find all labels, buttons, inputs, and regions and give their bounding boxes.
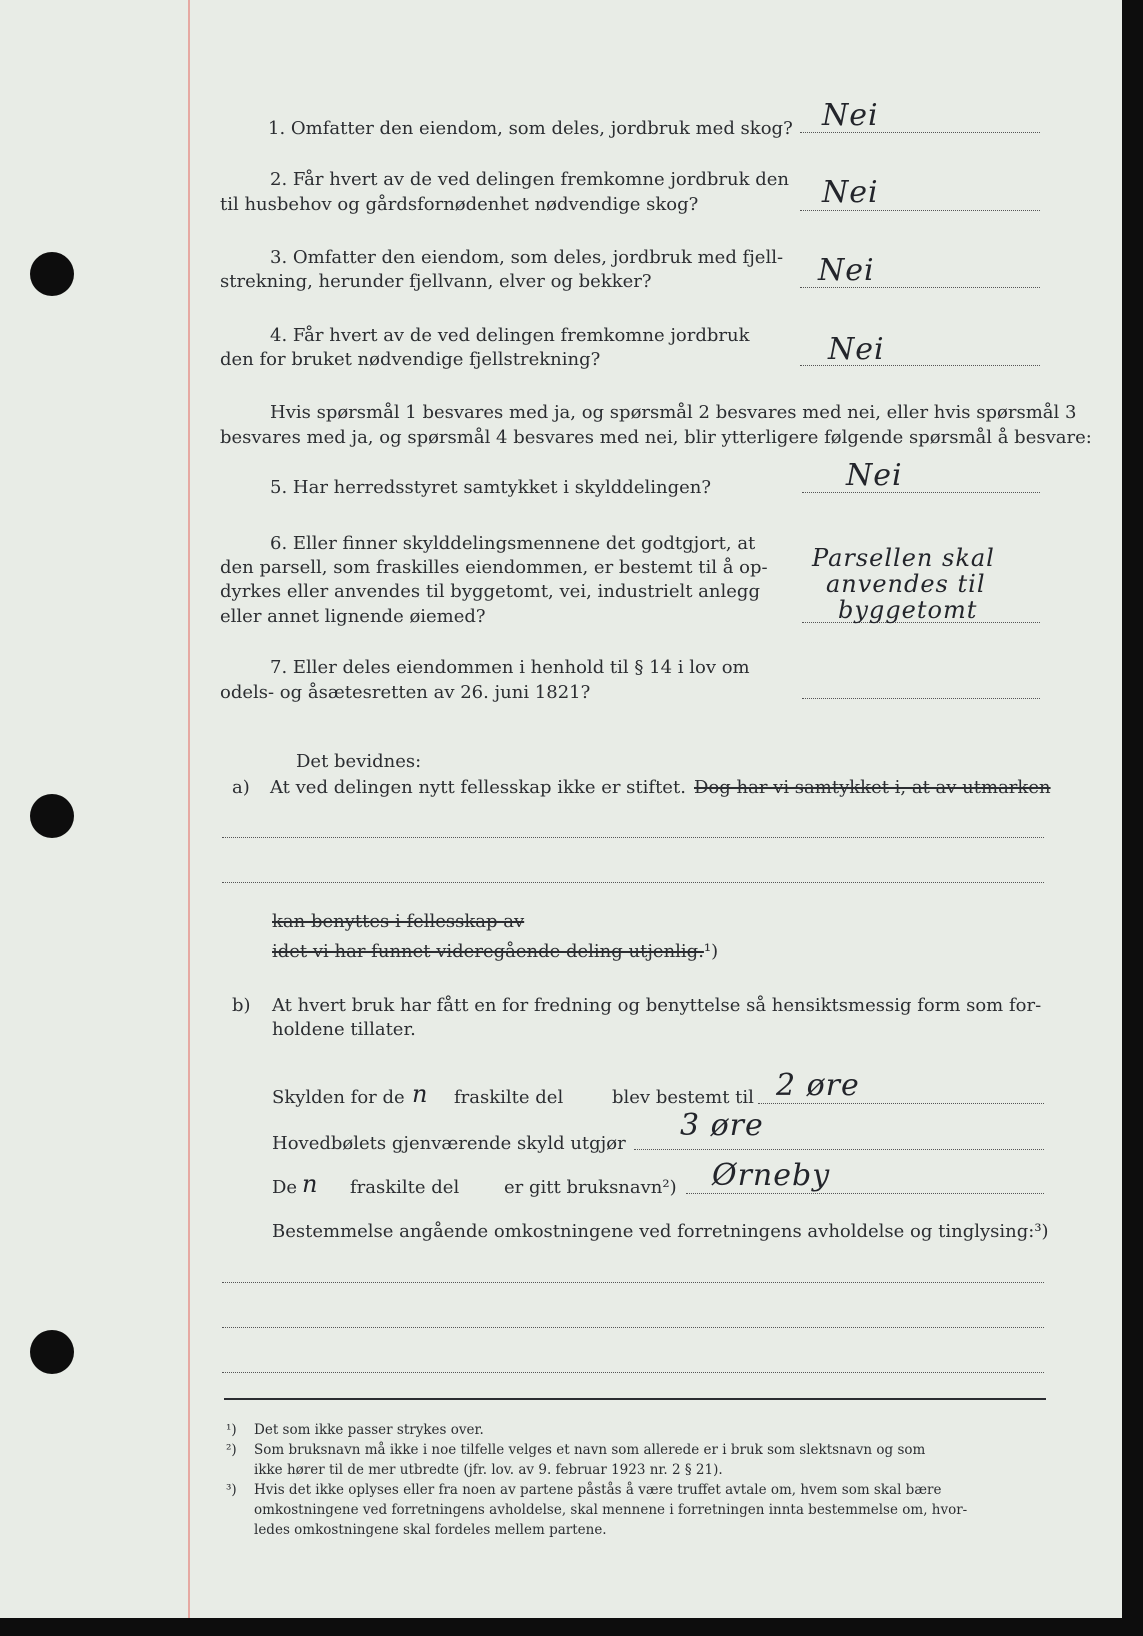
blank-line [222,1371,1044,1373]
blank-line [222,1281,1044,1283]
hoved-value: 3 øre [680,1108,764,1143]
question-2-line2: til husbehov og gårdsfornødenhet nødvendige skog? [220,194,699,215]
certification-b-line2: holdene tillater. [272,1019,416,1040]
blank-line [222,836,1044,838]
answer-line [802,697,1040,699]
punch-hole [30,252,74,296]
answer-5: Nei [846,458,903,493]
answer-4: Nei [828,332,885,367]
certification-a-struck3: idet vi har funnet videregående deling utjenlig. [272,941,704,962]
question-5: 5. Har herredsstyret samtykket i skylddelingen? [270,477,711,498]
question-7-line2: odels- og åsætesretten av 26. juni 1821? [220,682,591,703]
skyld-hw-n: n [412,1080,429,1108]
answer-line [802,491,1040,493]
question-4-line1: 4. Får hvert av de ved delingen fremkomne jordbruk [270,325,750,346]
footnote-3b: omkostningene ved forretningens avholdelse, skal mennene i forretningen innta bestemmelse om, hvor- [254,1502,968,1518]
question-6-line2: den parsell, som fraskilles eiendommen, er bestemt til å op- [220,557,768,578]
instruction-line1: Hvis spørsmål 1 besvares med ja, og spørsmål 2 besvares med nei, eller hvis spørsmål 3 [270,402,1077,423]
question-4-line2: den for bruket nødvendige fjellstrekning? [220,349,601,370]
footnote-1: Det som ikke passer strykes over. [254,1422,484,1438]
navn-value: Ørneby [712,1158,831,1193]
footnote-1-mark: ¹) [226,1422,237,1438]
skyld-label: Skylden for de [272,1087,405,1108]
footnote-3c: ledes omkostningene skal fordeles mellem partene. [254,1522,607,1538]
skyld-label2: fraskilte del [454,1087,564,1108]
answer-6-line3: byggetomt [838,596,978,624]
label-a: a) [232,777,250,798]
answer-2: Nei [822,175,879,210]
skyld-label3: blev bestemt til [612,1087,754,1108]
navn-label2: fraskilte del [350,1177,460,1198]
certification-a-struck3-row [272,940,718,964]
certification-a-struck: Dog har vi samtykket i, at av utmarken [694,777,1051,798]
question-6-line4: eller annet lignende øiemed? [220,606,486,627]
question-3-line2: strekning, herunder fjellvann, elver og bekker? [220,271,652,292]
question-3-line1: 3. Omfatter den eiendom, som deles, jordbruk med fjell- [270,247,784,268]
blank-line [222,1326,1044,1328]
answer-6-line1: Parsellen skal [812,544,995,572]
answer-1: Nei [822,98,879,133]
certification-heading: Det bevidnes: [296,751,422,772]
skyld-value: 2 øre [776,1068,860,1103]
answer-3: Nei [818,253,875,288]
hoved-line [634,1148,1044,1150]
question-7-line1: 7. Eller deles eiendommen i henhold til § 14 i lov om [270,657,750,678]
footnote-3-mark: ³) [226,1482,237,1498]
bestemmelse-label: Bestemmelse angående omkostningene ved forretningens avholdelse og tinglysing:³) [272,1221,1049,1242]
answer-6-line2: anvendes til [826,570,986,598]
blank-line [222,881,1044,883]
footnote-rule [224,1398,1046,1400]
certification-a-struck2: kan benyttes i fellesskap av [272,911,525,932]
question-1: 1. Omfatter den eiendom, som deles, jordbruk med skog? [268,118,793,139]
label-b: b) [232,995,251,1016]
footnote-ref: ¹) [703,941,719,962]
navn-hw-n: n [302,1170,319,1198]
punch-hole [30,794,74,838]
margin-line [188,0,190,1618]
instruction-line2: besvares med ja, og spørsmål 4 besvares med nei, blir ytterligere følgende spørsmål å besvare: [220,427,1092,448]
navn-label: De [272,1177,298,1198]
question-2-line1: 2. Får hvert av de ved delingen fremkomne jordbruk den [270,169,789,190]
certification-b-line1: At hvert bruk har fått en for fredning og benyttelse så hensiktsmessig form som for- [272,995,1042,1016]
question-6-line3: dyrkes eller anvendes til byggetomt, vei, industrielt anlegg [220,581,760,602]
navn-label3: er gitt bruksnavn²) [504,1177,677,1198]
footnote-3a: Hvis det ikke oplyses eller fra noen av partene påstås å være truffet avtale om, hvem som skal bære [254,1482,942,1498]
hoved-label: Hovedbølets gjenværende skyld utgjør [272,1133,626,1154]
question-6-line1: 6. Eller finner skylddelingsmennene det godtgjort, at [270,533,756,554]
certification-a-text: At ved delingen nytt fellesskap ikke er stiftet. [270,777,686,798]
punch-hole [30,1330,74,1374]
footnote-2-mark: ²) [226,1442,237,1458]
footnote-2a: Som bruksnavn må ikke i noe tilfelle velges et navn som allerede er i bruk som slektsnavn og som [254,1442,926,1458]
footnote-2b: ikke hører til de mer utbredte (jfr. lov. av 9. februar 1923 nr. 2 § 21). [254,1462,723,1478]
